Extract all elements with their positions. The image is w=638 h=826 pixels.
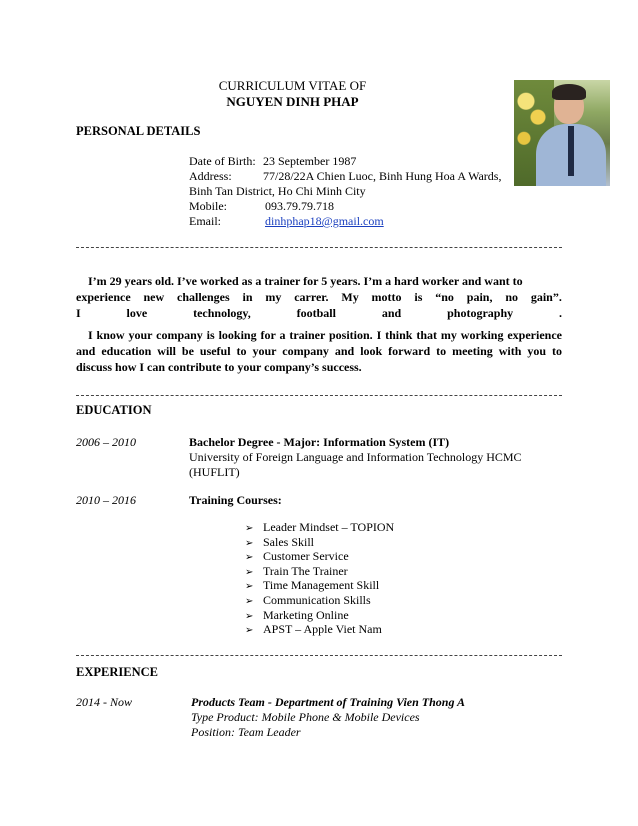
- education-period: 2006 – 2010: [76, 435, 136, 449]
- experience-heading: EXPERIENCE: [76, 665, 158, 679]
- mobile-label: Mobile:: [189, 199, 227, 213]
- arrow-bullet-icon: ➢: [245, 625, 254, 637]
- arrow-bullet-icon: ➢: [245, 581, 254, 593]
- arrow-bullet-icon: ➢: [245, 537, 254, 549]
- summary-line: I’m 29 years old. I’ve worked as a trainer for 5 years. I’m a hard worker and want to: [88, 274, 523, 288]
- divider: [76, 395, 562, 396]
- course-label: Communication Skills: [263, 592, 371, 607]
- training-title: Training Courses:: [189, 493, 282, 507]
- course-item: [245, 549, 394, 564]
- arrow-bullet-icon: ➢: [245, 595, 254, 607]
- summary-paragraph-2: [76, 327, 562, 375]
- training-period: 2010 – 2016: [76, 493, 136, 507]
- arrow-bullet-icon: ➢: [245, 610, 254, 622]
- address-value: 77/28/22A Chien Luoc, Binh Hung Hoa A Wards,: [263, 169, 502, 183]
- mobile-value: 093.79.79.718: [265, 199, 334, 213]
- course-item: [245, 564, 394, 579]
- experience-title: Products Team - Department of Training Vien Thong A: [191, 695, 466, 709]
- education-heading: EDUCATION: [76, 403, 152, 417]
- experience-type: Type Product: Mobile Phone & Mobile Devices: [191, 710, 420, 724]
- arrow-bullet-icon: ➢: [245, 552, 254, 564]
- divider: [76, 655, 562, 656]
- course-label: Marketing Online: [263, 607, 349, 622]
- course-item: [245, 520, 394, 535]
- summary-line: discuss how I can contribute to your company’s success.: [76, 360, 362, 374]
- course-label: Customer Service: [263, 549, 349, 564]
- education-title: Bachelor Degree - Major: Information System (IT): [189, 435, 450, 449]
- arrow-bullet-icon: ➢: [245, 566, 254, 578]
- divider: [76, 247, 562, 248]
- address-label: Address:: [189, 169, 232, 183]
- email-link[interactable]: dinhphap18@gmail.com: [265, 214, 384, 228]
- course-label: Time Management Skill: [263, 578, 380, 593]
- dob-value: 23 September 1987: [263, 154, 357, 168]
- summary-paragraph-1: [76, 273, 562, 321]
- course-item: [245, 593, 394, 608]
- cv-title-name: NGUYEN DINH PHAP: [226, 94, 359, 109]
- personal-details-heading: PERSONAL DETAILS: [76, 124, 201, 138]
- profile-photo: [514, 80, 610, 186]
- experience-position: Position: Team Leader: [191, 725, 301, 739]
- cv-title-line1: CURRICULUM VITAE OF: [218, 78, 367, 93]
- summary-line: and education will be useful to your company and look forward to meeting with you to: [76, 344, 562, 358]
- arrow-bullet-icon: ➢: [245, 523, 254, 534]
- course-item: [245, 578, 394, 593]
- course-item: [245, 608, 394, 623]
- summary-line: experience new challenges in my carrer. My motto is “no pain, no gain”.: [76, 290, 562, 304]
- summary-line: I know your company is looking for a trainer position. I think that my working experience: [88, 328, 562, 342]
- course-label: Sales Skill: [263, 534, 315, 549]
- course-label: APST – Apple Viet Nam: [263, 622, 382, 637]
- course-list: [245, 520, 394, 637]
- dob-label: Date of Birth:: [189, 154, 256, 168]
- address-continued: Binh Tan District, Ho Chi Minh City: [189, 184, 366, 198]
- course-label: Leader Mindset – TOPION: [263, 520, 395, 534]
- summary-line: I love technology, football and photography .: [76, 306, 562, 320]
- education-detail: University of Foreign Language and Information Technology HCMC: [189, 450, 522, 464]
- experience-period: 2014 - Now: [76, 695, 133, 709]
- email-label: Email:: [189, 214, 221, 228]
- course-item: [245, 622, 394, 637]
- course-item: [245, 535, 394, 550]
- education-detail: (HUFLIT): [189, 465, 240, 479]
- course-label: Train The Trainer: [263, 563, 348, 578]
